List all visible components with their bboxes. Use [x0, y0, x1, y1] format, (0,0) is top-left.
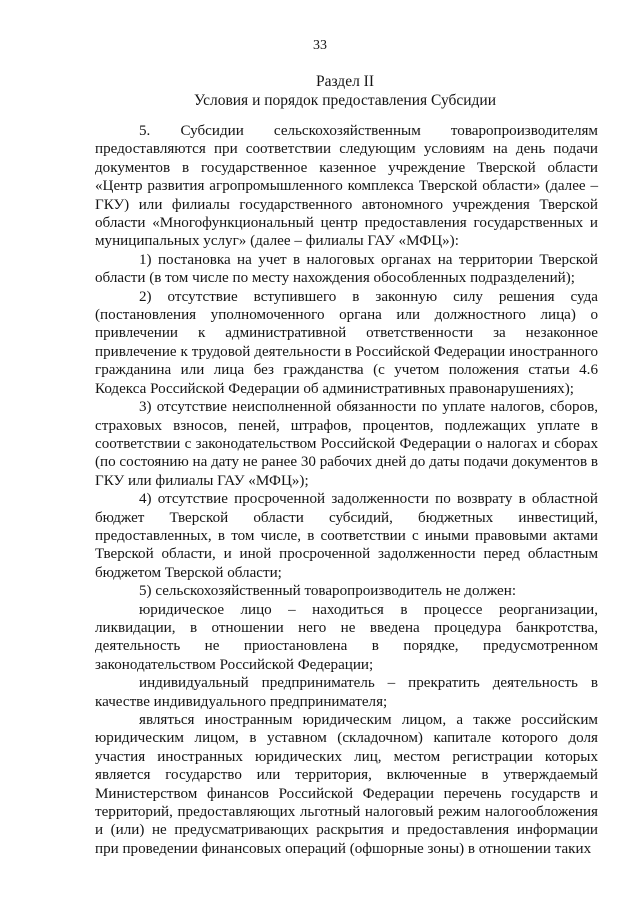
paragraph-legal-entity: юридическое лицо – находиться в процессе реорганизации, ликвидации, в отношении него не введена процедура банкротства, деятельность не приостановлена в порядке, предусмотренном законодательством Российской Федерации; [95, 601, 598, 673]
paragraph-individual-entrepreneur: индивидуальный предприниматель – прекратить деятельность в качестве индивидуального предпринимателя; [95, 675, 598, 710]
section-heading [95, 72, 595, 110]
paragraph-condition-3: 3) отсутствие неисполненной обязанности по уплате налогов, сборов, страховых взносов, пеней, штрафов, процентов, подлежащих уплате в соответствии с законодательством Российской Федерации о налогах и сборах (по состоянию на дату не ранее 30 рабочих дней до даты подачи документов в ГКУ или филиалы ГАУ «МФЦ»); [95, 399, 598, 489]
paragraph-condition-2: 2) отсутствие вступившего в законную силу решения суда (постановления уполномоченного органа или должностного лица) о привлечении к административной ответственности за незаконное привлечение к трудовой деятельности в Российской Федерации иностранного гражданина или лица без гражданства (с учетом положения статьи 4.6 Кодекса Российской Федерации об административных правонарушениях); [95, 288, 598, 397]
paragraph-5-intro: 5. Субсидии сельскохозяйственным товаропроизводителям предоставляются при соответствии следующим условиям на день подачи документов в государственное казенное учреждение Тверской области «Центр развития агропромышленного комплекса Тверской области» (далее – ГКУ) или филиалы государственного автономного учреждения Тверской области «Многофункциональный центр предоставления государственных и муниципальных услуг» (далее – филиалы ГАУ «МФЦ»): [95, 123, 598, 250]
paragraph-condition-5: 5) сельскохозяйственный товаропроизводитель не должен: [139, 583, 517, 600]
document-body [95, 122, 598, 858]
paragraph-foreign-entity: являться иностранным юридическим лицом, а также российским юридическим лицом, в уставном (складочном) капитале которого доля участия иностранных юридических лиц, местом регистрации которых является государство или территория, включенные в утверждаемый Министерством финансов Российской Федерации перечень государств и территорий, предоставляющих льготный налоговый режим налогообложения и (или) не предусматривающих раскрытия и предоставления информации при проведении финансовых операций (офшорные зоны) в отношении таких [95, 712, 598, 857]
section-title: Раздел II [315, 73, 375, 90]
paragraph-condition-1: 1) постановка на учет в налоговых органах на территории Тверской области (в том числе по месту нахождения обособленных подразделений); [95, 251, 598, 287]
paragraph-condition-4: 4) отсутствие просроченной задолженности по возврату в областной бюджет Тверской области субсидий, бюджетных инвестиций, предоставленных, в том числе, в соответствии с иными правовыми актами Тверской области, и иной просроченной задолженности перед областным бюджетом Тверской области; [95, 491, 598, 581]
page-number: 33 [313, 38, 327, 53]
section-subtitle: Условия и порядок предоставления Субсидии [193, 92, 497, 109]
